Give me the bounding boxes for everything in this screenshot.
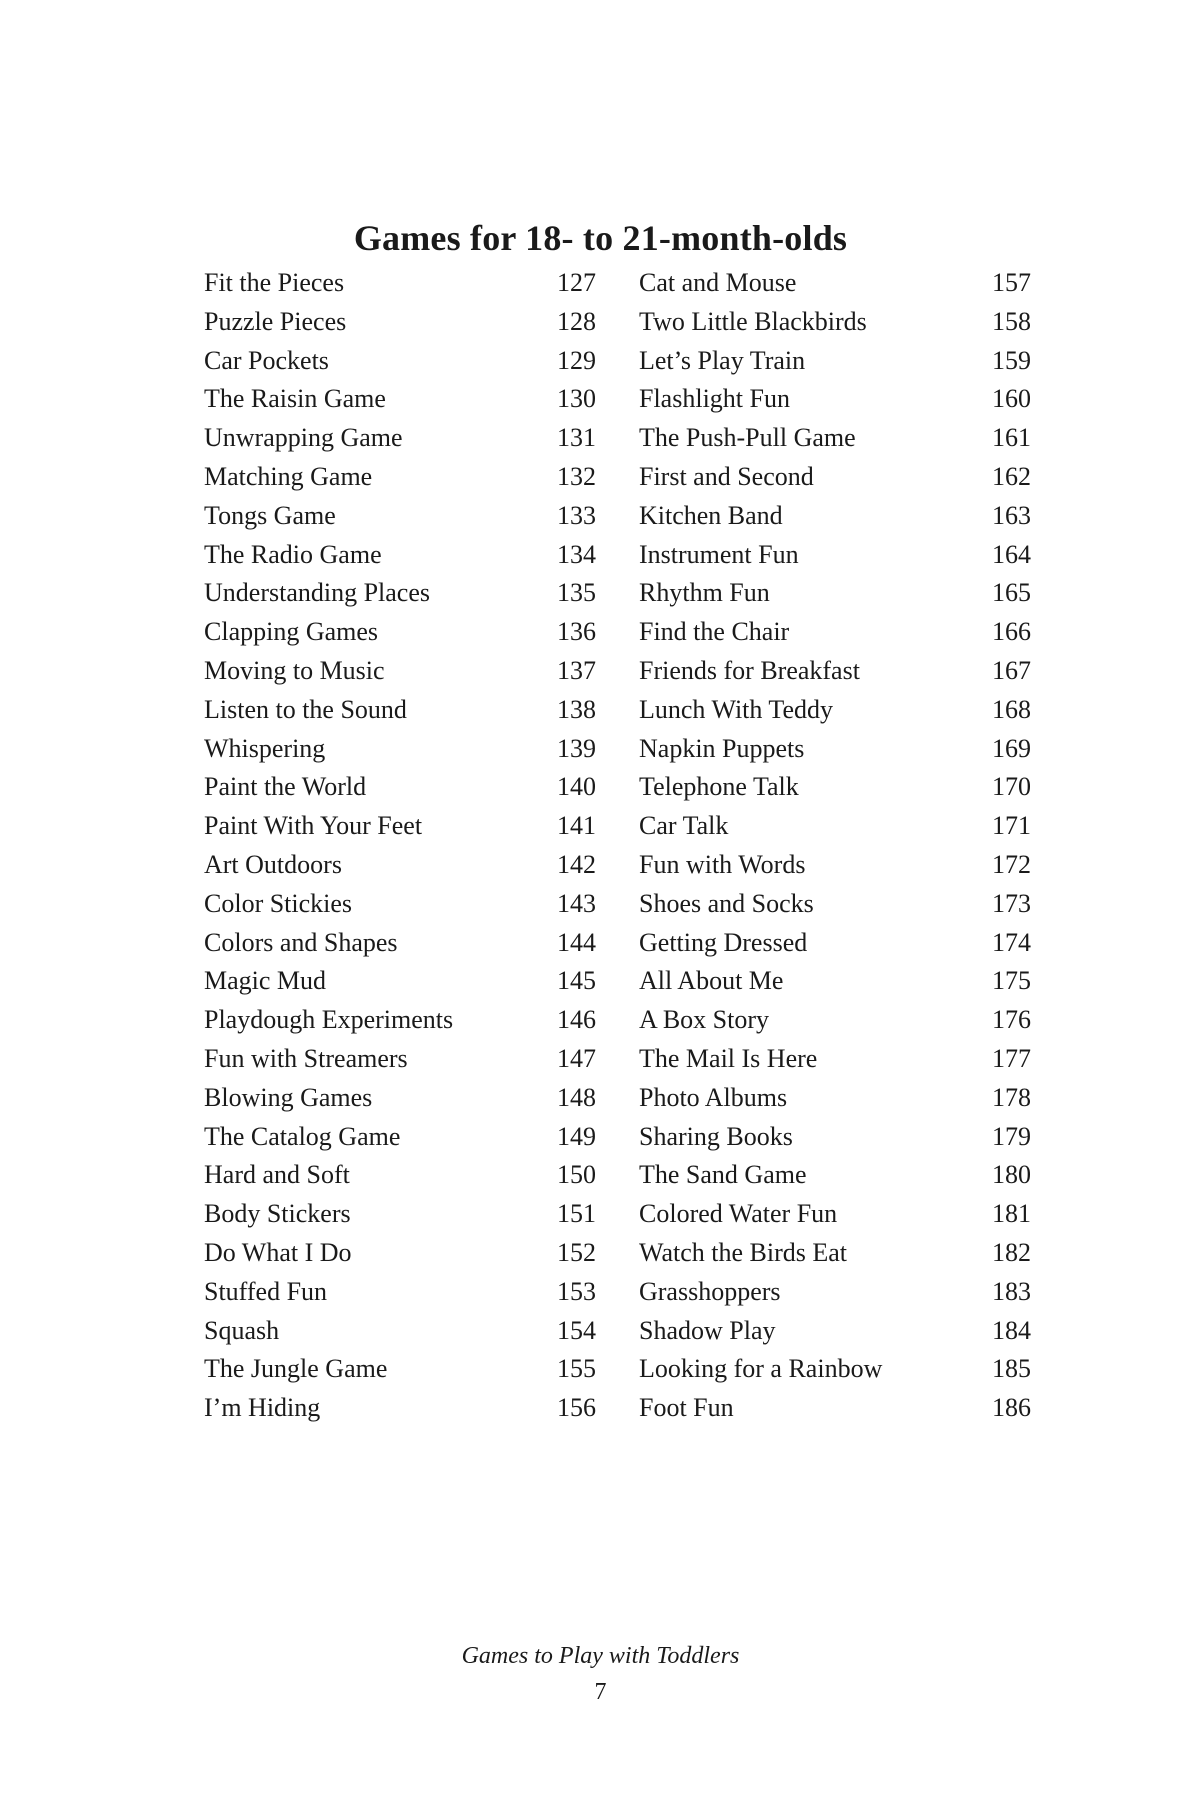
toc-entry-page: 161 [992,423,1031,453]
toc-entry-title: Paint the World [204,772,367,802]
toc-entry [204,807,596,846]
toc-entry-page: 134 [557,539,596,569]
toc-entry-title: Cat and Mouse [639,268,797,297]
toc-entry-page: 145 [557,966,596,996]
toc-entry-title: Lunch With Teddy [639,694,834,724]
toc-entry-title: Shadow Play [639,1315,776,1345]
toc-entry-title: Fun with Words [639,849,806,879]
toc-entry-page: 164 [992,539,1031,569]
toc-entry-page: 159 [992,345,1031,375]
toc-entry [639,1234,1031,1273]
toc-entry [204,1118,596,1157]
toc-entry-title: The Push-Pull Game [639,423,856,453]
toc-entry-page: 158 [992,306,1031,336]
toc-entry [639,380,1031,419]
toc-entry [639,1001,1031,1040]
toc-entry [204,1234,596,1273]
toc-entry-page: 146 [557,1005,596,1035]
toc-entry [204,303,596,342]
toc-entry [204,691,596,730]
toc-entry [204,1312,596,1351]
toc-entry-page: 135 [557,578,596,608]
toc-entry-title: Matching Game [204,461,373,491]
toc-entry-page: 182 [992,1237,1031,1267]
toc-entry [639,924,1031,963]
toc-entry [204,380,596,419]
toc-entry [639,1350,1031,1389]
toc-entry-page: 140 [557,772,596,802]
toc-entry-title: Watch the Birds Eat [639,1237,848,1267]
toc-entry-title: Shoes and Socks [639,888,814,918]
toc-entry-title: Fun with Streamers [204,1043,408,1073]
toc-entry-page: 132 [557,461,596,491]
toc-entry [204,846,596,885]
toc-entry-page: 142 [557,849,596,879]
toc-entry [639,730,1031,769]
toc-entry [204,1156,596,1195]
toc-entry-title: The Radio Game [204,539,382,569]
toc-entry [204,1195,596,1234]
toc-entry-title: Napkin Puppets [639,733,805,763]
toc-entry-title: Two Little Blackbirds [639,306,867,336]
toc-entry-title: Moving to Music [204,655,385,685]
toc-entry [639,1273,1031,1312]
toc-entry-title: The Catalog Game [204,1121,401,1151]
toc-entry-title: Paint With Your Feet [204,811,423,841]
toc-entry-page: 162 [992,461,1031,491]
toc-entry-title: Listen to the Sound [204,694,407,724]
toc-entry-title: Puzzle Pieces [204,306,347,336]
toc-entry-page: 173 [992,888,1031,918]
toc-entry [204,1389,596,1428]
toc-entry [639,303,1031,342]
toc-entry-page: 176 [992,1005,1031,1035]
toc-entry-page: 186 [992,1393,1031,1423]
toc-entry-page: 141 [557,811,596,841]
toc-entry [639,652,1031,691]
toc-entry-page: 155 [557,1354,596,1384]
toc-entry-page: 157 [992,268,1031,297]
toc-entry-page: 139 [557,733,596,763]
toc-entry-title: Clapping Games [204,617,379,647]
toc-entry [639,846,1031,885]
toc-entry-page: 170 [992,772,1031,802]
toc-entry-title: Car Pockets [204,345,329,375]
toc-entry [204,1273,596,1312]
toc-entry-page: 133 [557,500,596,530]
toc-entry-page: 147 [557,1043,596,1073]
toc-entry-title: Friends for Breakfast [639,655,860,685]
running-footer-title: Games to Play with Toddlers [461,1643,740,1669]
toc-entry-title: Grasshoppers [639,1276,781,1306]
toc-entry-title: Unwrapping Game [204,423,403,453]
toc-entry [204,613,596,652]
toc-entry [639,1079,1031,1118]
toc-entry-page: 143 [557,888,596,918]
toc-entry [204,574,596,613]
toc-entry [639,1040,1031,1079]
toc-entry-title: Car Talk [639,811,729,841]
toc-entry-title: Telephone Talk [639,772,799,802]
toc-entry-title: Hard and Soft [204,1160,350,1190]
toc-entry [639,1118,1031,1157]
toc-entry-page: 177 [992,1043,1031,1073]
toc-entry [204,458,596,497]
section-title: Games for 18- to 21-month-olds [353,218,848,259]
toc-entry [639,807,1031,846]
toc-entry [639,264,1031,303]
toc-entry [204,924,596,963]
toc-entry-page: 174 [992,927,1031,957]
toc-entry [204,652,596,691]
toc-entry-page: 150 [557,1160,596,1190]
toc-entry-title: First and Second [639,461,814,491]
toc-entry-page: 166 [992,617,1031,647]
contents-column-right [639,264,1031,1428]
toc-entry [204,536,596,575]
toc-entry-page: 175 [992,966,1031,996]
toc-entry [204,264,596,303]
toc-entry [204,1079,596,1118]
toc-entry-page: 183 [992,1276,1031,1306]
toc-entry-page: 168 [992,694,1031,724]
toc-entry [204,1001,596,1040]
toc-entry-title: Playdough Experiments [204,1005,454,1035]
toc-entry-page: 184 [992,1315,1031,1345]
toc-entry-title: Squash [204,1315,280,1345]
toc-entry-title: Flashlight Fun [639,384,790,414]
toc-entry-page: 180 [992,1160,1031,1190]
toc-entry-title: Stuffed Fun [204,1276,328,1306]
toc-entry [639,419,1031,458]
toc-entry-title: Fit the Pieces [204,268,345,297]
toc-entry-page: 129 [557,345,596,375]
toc-entry [639,691,1031,730]
toc-entry-title: All About Me [639,966,784,996]
toc-entry-title: Colors and Shapes [204,927,398,957]
toc-entry-title: Whispering [204,733,326,763]
toc-entry [204,342,596,381]
toc-entry-page: 148 [557,1082,596,1112]
toc-entry-title: Foot Fun [639,1393,734,1423]
toc-entry-page: 167 [992,655,1031,685]
toc-entry [204,419,596,458]
toc-entry [204,1350,596,1389]
toc-entry-page: 163 [992,500,1031,530]
toc-entry-title: Let’s Play Train [639,345,806,375]
toc-entry [639,885,1031,924]
toc-entry-page: 156 [557,1393,596,1423]
toc-entry-page: 131 [557,423,596,453]
toc-entry-page: 154 [557,1315,596,1345]
toc-entry [639,1312,1031,1351]
toc-entry-title: I’m Hiding [204,1393,321,1423]
toc-entry [639,458,1031,497]
toc-entry [204,962,596,1001]
toc-entry-title: Body Stickers [204,1199,351,1229]
toc-entry-page: 128 [557,306,596,336]
toc-entry-page: 185 [992,1354,1031,1384]
toc-entry [639,536,1031,575]
toc-entry [639,962,1031,1001]
toc-entry-title: The Sand Game [639,1160,807,1190]
toc-entry-page: 165 [992,578,1031,608]
toc-entry-page: 138 [557,694,596,724]
toc-entry-page: 179 [992,1121,1031,1151]
toc-entry [639,574,1031,613]
toc-entry [639,497,1031,536]
toc-entry-page: 136 [557,617,596,647]
toc-entry-title: Understanding Places [204,578,431,608]
toc-entry-page: 130 [557,384,596,414]
toc-entry-page: 171 [992,811,1031,841]
toc-entry-page: 152 [557,1237,596,1267]
toc-entry-title: Photo Albums [639,1082,788,1112]
toc-entry-title: Do What I Do [204,1237,352,1267]
toc-entry-title: Rhythm Fun [639,578,770,608]
toc-entry [204,730,596,769]
toc-entry-title: A Box Story [639,1005,770,1035]
toc-entry-page: 172 [992,849,1031,879]
toc-entry-page: 153 [557,1276,596,1306]
toc-entry-page: 127 [557,268,596,297]
page-number: 7 [594,1679,607,1705]
toc-entry-title: The Jungle Game [204,1354,388,1384]
toc-entry-title: Looking for a Rainbow [639,1354,883,1384]
toc-entry [639,342,1031,381]
toc-entry-page: 137 [557,655,596,685]
toc-entry-title: Tongs Game [204,500,336,530]
toc-entry [204,885,596,924]
toc-entry [639,1195,1031,1234]
toc-entry [204,768,596,807]
contents-column-left [204,264,596,1428]
toc-entry [204,1040,596,1079]
toc-entry-page: 169 [992,733,1031,763]
toc-entry-page: 181 [992,1199,1031,1229]
toc-entry-title: Magic Mud [204,966,327,996]
toc-entry-page: 160 [992,384,1031,414]
toc-entry [204,497,596,536]
toc-entry-title: Colored Water Fun [639,1199,838,1229]
toc-entry-title: Instrument Fun [639,539,799,569]
toc-entry [639,613,1031,652]
toc-entry-title: The Raisin Game [204,384,386,414]
toc-entry-title: Getting Dressed [639,927,808,957]
toc-entry [639,1389,1031,1428]
toc-entry-title: Kitchen Band [639,500,783,530]
toc-entry-title: Blowing Games [204,1082,373,1112]
toc-entry-page: 144 [557,927,596,957]
toc-entry [639,768,1031,807]
toc-entry-page: 178 [992,1082,1031,1112]
toc-entry-page: 151 [557,1199,596,1229]
toc-entry [639,1156,1031,1195]
toc-entry-title: Art Outdoors [204,849,342,879]
toc-entry-title: The Mail Is Here [639,1043,818,1073]
toc-entry-title: Find the Chair [639,617,790,647]
toc-entry-title: Sharing Books [639,1121,793,1151]
toc-entry-page: 149 [557,1121,596,1151]
toc-entry-title: Color Stickies [204,888,353,918]
